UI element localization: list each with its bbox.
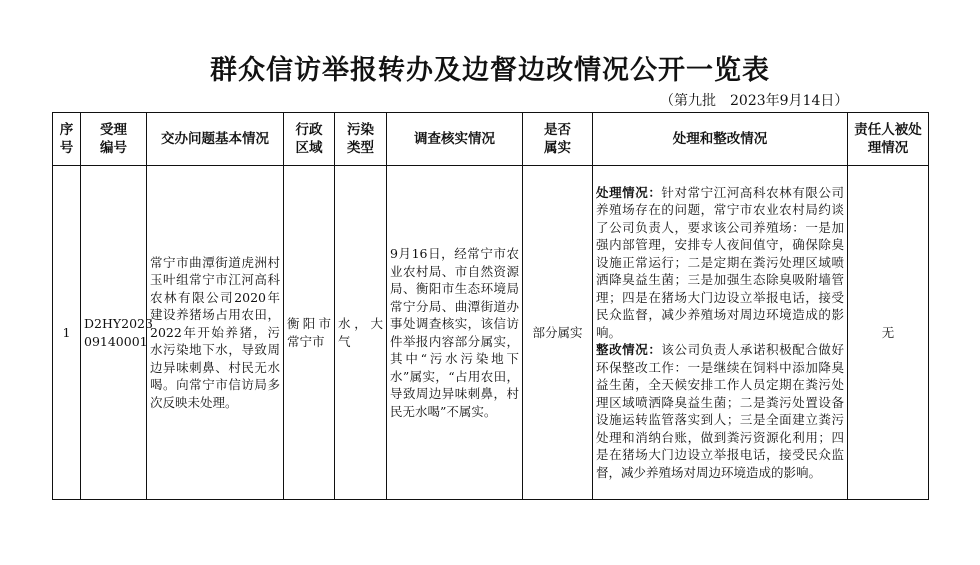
header-id: 受理 编号: [81, 113, 147, 166]
header-accountability: 责任人被处 理情况: [848, 113, 929, 166]
cell-seq: 1: [53, 166, 81, 500]
header-investigation: 调查核实情况: [387, 113, 523, 166]
cell-pollution-type: 水，大气: [335, 166, 387, 500]
cell-accountability: 无: [848, 166, 929, 500]
table-row: [53, 166, 929, 500]
page-title: 群众信访举报转办及边督边改情况公开一览表: [210, 55, 770, 86]
header-handling: 处理和整改情况: [593, 113, 848, 166]
header-pollution-type: 污染 类型: [335, 113, 387, 166]
rectification-label: 整改情况：: [596, 342, 662, 358]
cell-region: 衡阳市常宁市: [284, 166, 335, 500]
header-issue: 交办问题基本情况: [147, 113, 284, 166]
batch-date: （第九批 2023年9月14日）: [660, 93, 849, 109]
cell-verified: 部分属实: [523, 166, 593, 500]
cell-issue: 常宁市曲潭街道虎洲村玉叶组常宁市江河高科农林有限公司2020年建设养猪场占用农田，2022年开始养猪，污水污染地下水，导致周边异味刺鼻、村民无水喝。向常宁市信访局多次反映未处理。: [147, 166, 284, 500]
header-row: [53, 113, 929, 166]
header-region: 行政 区域: [284, 113, 335, 166]
cell-handling: [593, 166, 848, 500]
rectification-paragraph: [596, 341, 844, 481]
handling-paragraph: [596, 184, 844, 342]
header-seq: 序 号: [53, 113, 81, 166]
cell-investigation: 9月16日，经常宁市农业农村局、市自然资源局、衡阳市生态环境局常宁分局、曲潭街道办事处调查核实，该信访件举报内容部分属实，其中“污水污染地下水”属实，“占用农田，导致周边异味刺鼻，村民无水喝”不属实。: [387, 166, 523, 500]
handling-label: 处理情况：: [596, 184, 662, 200]
handling-text: 针对常宁江河高科农林有限公司养殖场存在的问题，常宁市农业农村局约谈了公司负责人，要求该公司养殖场：一是加强内部管理，安排专人夜间值守，确保除臭设施正常运行；二是定期在粪污处理区域喷洒降臭益生菌；三是加强生态除臭吸附墙管理；四是在猪场大门边设立举报电话，接受民众监督，减少养殖场对周边环境造成的影响。: [596, 184, 844, 340]
disclosure-table: [52, 112, 929, 500]
rectification-text: 该公司负责人承诺积极配合做好环保整改工作：一是继续在饲料中添加降臭益生菌，全天候安排工作人员定期在粪污处理区域喷洒降臭益生菌；二是粪污处置设备设施运转监管落实到人；三是全面建立粪污处理和消纳台账，做到粪污资源化利用；四是在猪场大门边设立举报电话，接受民众监督，减少养殖场对周边环境造成的影响。: [596, 342, 844, 480]
cell-id: D2HY2023 09140001: [81, 166, 147, 500]
header-verified: 是否 属实: [523, 113, 593, 166]
